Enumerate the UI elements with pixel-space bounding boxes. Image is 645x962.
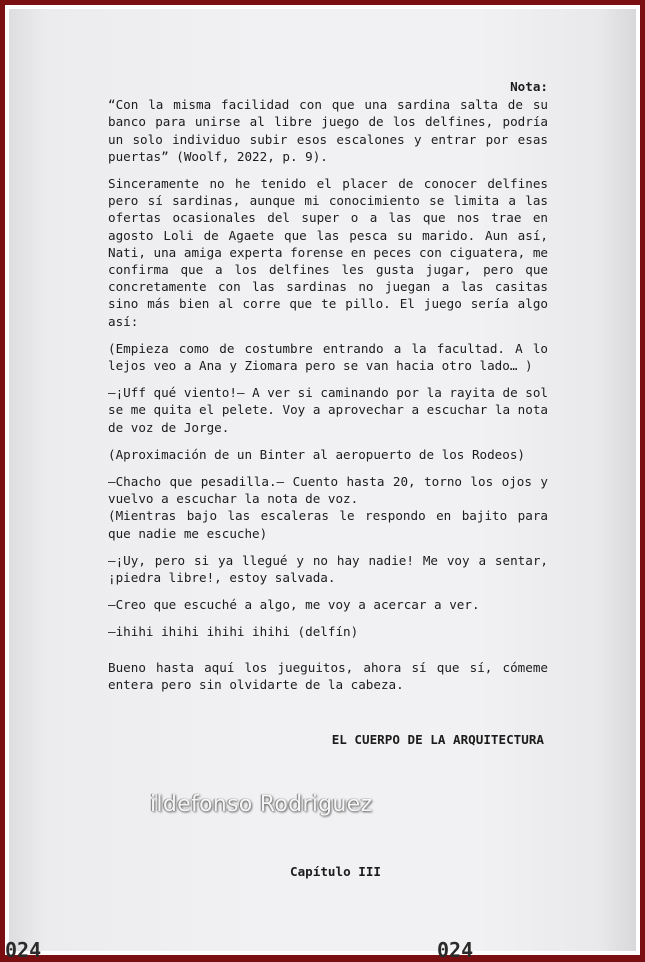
dialogue-line: –Chacho que pesadilla.– Cuento hasta 20, torno los ojos y vuelvo a escuchar la nota de voz. [108,474,548,507]
dialogue-line: –¡Uy, pero si ya llegué y no hay nadie! Me voy a sentar, ¡piedra libre!, estoy salvada. [108,552,548,586]
stage-direction: (Aproximación de un Binter al aeropuerto de los Rodeos) [108,446,526,462]
note-label: Nota: [510,79,548,94]
dialogue-line: –¡Uff qué viento!– A ver si caminando por la rayita de sol se me quita el pelete. Voy a aprovechar a escuchar la nota de voz de Jorge. [108,385,548,435]
watermark: ildefonso Rodriguez [150,792,373,817]
chapter-heading: Capítulo III [290,864,381,879]
body-text [108,78,548,703]
closing-paragraph: Bueno hasta aquí los jueguitos, ahora sí que sí, cómeme entera pero sin olvidarte de la cabeza. [108,659,548,692]
quote-paragraph: “Con la misma facilidad con que una sardina salta de su banco para unirse al libre juego de los delfines, podría un solo individuo subir esos escalones y entrar por esas puertas” (Woolf, 2022, p. 9). [108,97,548,164]
stage-direction: (Empieza como de costumbre entrando a la facultad. A lo lejos veo a Ana y Ziomara pero se van hacia otro lado… ) [108,340,548,374]
dialogue-line: –Creo que escuché a algo, me voy a acercar a ver. [108,597,480,613]
page-number-right: 024 [437,938,474,962]
dialogue-line: –ihihi ihihi ihihi ihihi (delfín) [108,624,359,640]
section-title: EL CUERPO DE LA ARQUITECTURA [331,732,544,747]
stage-direction: (Mientras bajo las escaleras le respondo en bajito para que nadie me escuche) [108,508,548,541]
paragraph: Sinceramente no he tenido el placer de conocer delfines pero sí sardinas, aunque mi conocimiento se limita a las ofertas ocasionales del super o a las que nos trae en agosto Loli de Agaete que las pesca su marido. Aun así, Nati, una amiga experta forense en peces con ciguatera, me confirma que a los delfines les gusta jugar, pero que concretamente con las sardinas no juegan a las casitas sino más bien al corre que te pillo. El juego sería algo así: [108,176,548,329]
page-number-left: 024 [5,938,42,962]
book-page [5,9,636,962]
photo-frame [5,5,640,962]
